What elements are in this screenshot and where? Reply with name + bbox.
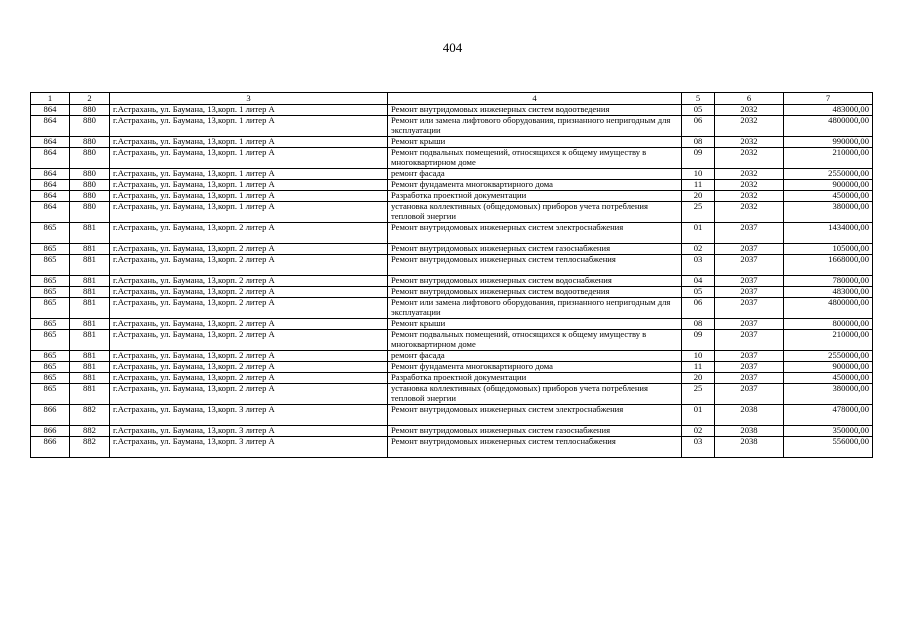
work-code-cell: 10 bbox=[682, 351, 715, 362]
cost-cell: 556000,00 bbox=[784, 437, 873, 458]
work-schedule-table bbox=[30, 92, 873, 458]
cost-cell: 4800000,00 bbox=[784, 116, 873, 137]
house-number-cell: 880 bbox=[70, 116, 110, 137]
house-number-cell: 881 bbox=[70, 362, 110, 373]
work-code-cell: 02 bbox=[682, 244, 715, 255]
work-code-cell: 20 bbox=[682, 191, 715, 202]
table-row bbox=[31, 373, 873, 384]
table-row bbox=[31, 137, 873, 148]
row-number-cell: 865 bbox=[31, 287, 70, 298]
year-cell: 2032 bbox=[715, 105, 784, 116]
table-body bbox=[31, 105, 873, 458]
year-cell: 2038 bbox=[715, 405, 784, 426]
house-number-cell: 881 bbox=[70, 319, 110, 330]
cost-cell: 450000,00 bbox=[784, 373, 873, 384]
table-row bbox=[31, 437, 873, 458]
work-type-cell: Ремонт внутридомовых инженерных систем теплоснабжения bbox=[388, 437, 682, 458]
house-number-cell: 880 bbox=[70, 137, 110, 148]
header-cell: 1 bbox=[31, 93, 70, 105]
work-code-cell: 08 bbox=[682, 319, 715, 330]
table-row bbox=[31, 351, 873, 362]
work-type-cell: ремонт фасада bbox=[388, 169, 682, 180]
table-row bbox=[31, 105, 873, 116]
work-code-cell: 01 bbox=[682, 223, 715, 244]
house-number-cell: 881 bbox=[70, 330, 110, 351]
table-row bbox=[31, 169, 873, 180]
work-code-cell: 04 bbox=[682, 276, 715, 287]
house-number-cell: 880 bbox=[70, 169, 110, 180]
work-type-cell: Ремонт или замена лифтового оборудования, признанного непригодным для эксплуатации bbox=[388, 116, 682, 137]
table-row bbox=[31, 362, 873, 373]
cost-cell: 450000,00 bbox=[784, 191, 873, 202]
row-number-cell: 865 bbox=[31, 298, 70, 319]
row-number-cell: 865 bbox=[31, 384, 70, 405]
row-number-cell: 865 bbox=[31, 330, 70, 351]
work-type-cell: ремонт фасада bbox=[388, 351, 682, 362]
table-row bbox=[31, 319, 873, 330]
address-cell: г.Астрахань, ул. Баумана, 13,корп. 1 литер А bbox=[110, 191, 388, 202]
cost-cell: 105000,00 bbox=[784, 244, 873, 255]
cost-cell: 800000,00 bbox=[784, 319, 873, 330]
row-number-cell: 864 bbox=[31, 148, 70, 169]
row-number-cell: 866 bbox=[31, 405, 70, 426]
work-code-cell: 09 bbox=[682, 330, 715, 351]
work-type-cell: Ремонт крыши bbox=[388, 319, 682, 330]
year-cell: 2032 bbox=[715, 169, 784, 180]
year-cell: 2032 bbox=[715, 191, 784, 202]
house-number-cell: 881 bbox=[70, 255, 110, 276]
work-code-cell: 10 bbox=[682, 169, 715, 180]
table-row bbox=[31, 384, 873, 405]
year-cell: 2038 bbox=[715, 426, 784, 437]
year-cell: 2037 bbox=[715, 276, 784, 287]
cost-cell: 990000,00 bbox=[784, 137, 873, 148]
work-code-cell: 08 bbox=[682, 137, 715, 148]
table-row bbox=[31, 202, 873, 223]
row-number-cell: 864 bbox=[31, 202, 70, 223]
address-cell: г.Астрахань, ул. Баумана, 13,корп. 1 литер А bbox=[110, 116, 388, 137]
header-cell: 7 bbox=[784, 93, 873, 105]
house-number-cell: 881 bbox=[70, 373, 110, 384]
year-cell: 2037 bbox=[715, 319, 784, 330]
house-number-cell: 881 bbox=[70, 244, 110, 255]
work-type-cell: Ремонт внутридомовых инженерных систем газоснабжения bbox=[388, 426, 682, 437]
row-number-cell: 864 bbox=[31, 137, 70, 148]
address-cell: г.Астрахань, ул. Баумана, 13,корп. 2 литер А bbox=[110, 362, 388, 373]
work-type-cell: Ремонт внутридомовых инженерных систем газоснабжения bbox=[388, 244, 682, 255]
row-number-cell: 865 bbox=[31, 319, 70, 330]
year-cell: 2037 bbox=[715, 298, 784, 319]
address-cell: г.Астрахань, ул. Баумана, 13,корп. 2 литер А bbox=[110, 319, 388, 330]
address-cell: г.Астрахань, ул. Баумана, 13,корп. 2 литер А bbox=[110, 351, 388, 362]
cost-cell: 900000,00 bbox=[784, 180, 873, 191]
year-cell: 2037 bbox=[715, 255, 784, 276]
cost-cell: 210000,00 bbox=[784, 148, 873, 169]
house-number-cell: 881 bbox=[70, 276, 110, 287]
cost-cell: 780000,00 bbox=[784, 276, 873, 287]
work-code-cell: 06 bbox=[682, 116, 715, 137]
cost-cell: 1434000,00 bbox=[784, 223, 873, 244]
house-number-cell: 881 bbox=[70, 287, 110, 298]
work-type-cell: Ремонт внутридомовых инженерных систем водоотведения bbox=[388, 105, 682, 116]
address-cell: г.Астрахань, ул. Баумана, 13,корп. 1 литер А bbox=[110, 148, 388, 169]
row-number-cell: 864 bbox=[31, 191, 70, 202]
year-cell: 2032 bbox=[715, 137, 784, 148]
table-row bbox=[31, 287, 873, 298]
address-cell: г.Астрахань, ул. Баумана, 13,корп. 2 литер А bbox=[110, 384, 388, 405]
cost-cell: 478000,00 bbox=[784, 405, 873, 426]
row-number-cell: 865 bbox=[31, 351, 70, 362]
table-row bbox=[31, 244, 873, 255]
row-number-cell: 864 bbox=[31, 169, 70, 180]
address-cell: г.Астрахань, ул. Баумана, 13,корп. 2 литер А bbox=[110, 255, 388, 276]
address-cell: г.Астрахань, ул. Баумана, 13,корп. 1 литер А bbox=[110, 169, 388, 180]
cost-cell: 380000,00 bbox=[784, 202, 873, 223]
work-type-cell: Ремонт внутридомовых инженерных систем электроснабжения bbox=[388, 223, 682, 244]
table-row bbox=[31, 223, 873, 244]
header-row bbox=[31, 93, 873, 105]
work-type-cell: Ремонт внутридомовых инженерных систем электроснабжения bbox=[388, 405, 682, 426]
year-cell: 2038 bbox=[715, 437, 784, 458]
house-number-cell: 881 bbox=[70, 298, 110, 319]
house-number-cell: 880 bbox=[70, 191, 110, 202]
work-type-cell: Разработка проектной документации bbox=[388, 373, 682, 384]
year-cell: 2032 bbox=[715, 148, 784, 169]
house-number-cell: 880 bbox=[70, 202, 110, 223]
work-type-cell: Ремонт или замена лифтового оборудования, признанного непригодным для эксплуатации bbox=[388, 298, 682, 319]
house-number-cell: 880 bbox=[70, 148, 110, 169]
year-cell: 2037 bbox=[715, 351, 784, 362]
work-code-cell: 02 bbox=[682, 426, 715, 437]
cost-cell: 2550000,00 bbox=[784, 169, 873, 180]
work-code-cell: 05 bbox=[682, 105, 715, 116]
address-cell: г.Астрахань, ул. Баумана, 13,корп. 1 литер А bbox=[110, 202, 388, 223]
row-number-cell: 864 bbox=[31, 180, 70, 191]
work-code-cell: 06 bbox=[682, 298, 715, 319]
house-number-cell: 880 bbox=[70, 105, 110, 116]
work-code-cell: 11 bbox=[682, 362, 715, 373]
header-cell: 5 bbox=[682, 93, 715, 105]
work-type-cell: Ремонт фундамента многоквартирного дома bbox=[388, 180, 682, 191]
header-cell: 4 bbox=[388, 93, 682, 105]
cost-cell: 4800000,00 bbox=[784, 298, 873, 319]
year-cell: 2037 bbox=[715, 244, 784, 255]
cost-cell: 900000,00 bbox=[784, 362, 873, 373]
cost-cell: 2550000,00 bbox=[784, 351, 873, 362]
address-cell: г.Астрахань, ул. Баумана, 13,корп. 2 литер А bbox=[110, 298, 388, 319]
table-row bbox=[31, 255, 873, 276]
table-row bbox=[31, 148, 873, 169]
page-number: 404 bbox=[442, 40, 463, 55]
house-number-cell: 882 bbox=[70, 426, 110, 437]
cost-cell: 483000,00 bbox=[784, 105, 873, 116]
work-type-cell: установка коллективных (общедомовых) приборов учета потребления тепловой энергии bbox=[388, 384, 682, 405]
work-code-cell: 25 bbox=[682, 202, 715, 223]
house-number-cell: 881 bbox=[70, 351, 110, 362]
work-type-cell: Ремонт подвальных помещений, относящихся к общему имуществу в многоквартирном доме bbox=[388, 330, 682, 351]
row-number-cell: 864 bbox=[31, 105, 70, 116]
row-number-cell: 866 bbox=[31, 437, 70, 458]
row-number-cell: 865 bbox=[31, 276, 70, 287]
work-type-cell: Ремонт крыши bbox=[388, 137, 682, 148]
row-number-cell: 865 bbox=[31, 362, 70, 373]
table-row bbox=[31, 116, 873, 137]
year-cell: 2037 bbox=[715, 223, 784, 244]
year-cell: 2037 bbox=[715, 330, 784, 351]
work-code-cell: 03 bbox=[682, 255, 715, 276]
work-type-cell: Разработка проектной документации bbox=[388, 191, 682, 202]
year-cell: 2032 bbox=[715, 116, 784, 137]
row-number-cell: 865 bbox=[31, 244, 70, 255]
work-code-cell: 05 bbox=[682, 287, 715, 298]
table-row bbox=[31, 298, 873, 319]
house-number-cell: 881 bbox=[70, 223, 110, 244]
table-row bbox=[31, 405, 873, 426]
cost-cell: 1668000,00 bbox=[784, 255, 873, 276]
work-type-cell: Ремонт внутридомовых инженерных систем водоотведения bbox=[388, 287, 682, 298]
address-cell: г.Астрахань, ул. Баумана, 13,корп. 2 литер А bbox=[110, 223, 388, 244]
header-cell: 2 bbox=[70, 93, 110, 105]
row-number-cell: 865 bbox=[31, 373, 70, 384]
year-cell: 2037 bbox=[715, 287, 784, 298]
address-cell: г.Астрахань, ул. Баумана, 13,корп. 1 литер А bbox=[110, 137, 388, 148]
year-cell: 2032 bbox=[715, 180, 784, 191]
work-code-cell: 01 bbox=[682, 405, 715, 426]
year-cell: 2032 bbox=[715, 202, 784, 223]
address-cell: г.Астрахань, ул. Баумана, 13,корп. 2 литер А bbox=[110, 287, 388, 298]
address-cell: г.Астрахань, ул. Баумана, 13,корп. 2 литер А bbox=[110, 373, 388, 384]
work-code-cell: 03 bbox=[682, 437, 715, 458]
work-type-cell: Ремонт внутридомовых инженерных систем теплоснабжения bbox=[388, 255, 682, 276]
address-cell: г.Астрахань, ул. Баумана, 13,корп. 2 литер А bbox=[110, 244, 388, 255]
house-number-cell: 882 bbox=[70, 437, 110, 458]
year-cell: 2037 bbox=[715, 373, 784, 384]
house-number-cell: 882 bbox=[70, 405, 110, 426]
house-number-cell: 880 bbox=[70, 180, 110, 191]
table-row bbox=[31, 426, 873, 437]
row-number-cell: 865 bbox=[31, 255, 70, 276]
table-row bbox=[31, 191, 873, 202]
address-cell: г.Астрахань, ул. Баумана, 13,корп. 1 литер А bbox=[110, 105, 388, 116]
work-type-cell: Ремонт фундамента многоквартирного дома bbox=[388, 362, 682, 373]
row-number-cell: 865 bbox=[31, 223, 70, 244]
row-number-cell: 864 bbox=[31, 116, 70, 137]
work-type-cell: установка коллективных (общедомовых) приборов учета потребления тепловой энергии bbox=[388, 202, 682, 223]
work-type-cell: Ремонт внутридомовых инженерных систем водоснабжения bbox=[388, 276, 682, 287]
row-number-cell: 866 bbox=[31, 426, 70, 437]
work-code-cell: 09 bbox=[682, 148, 715, 169]
address-cell: г.Астрахань, ул. Баумана, 13,корп. 3 литер А bbox=[110, 437, 388, 458]
work-code-cell: 25 bbox=[682, 384, 715, 405]
cost-cell: 483000,00 bbox=[784, 287, 873, 298]
address-cell: г.Астрахань, ул. Баумана, 13,корп. 3 литер А bbox=[110, 405, 388, 426]
header-cell: 3 bbox=[110, 93, 388, 105]
table-row bbox=[31, 276, 873, 287]
cost-cell: 210000,00 bbox=[784, 330, 873, 351]
work-code-cell: 20 bbox=[682, 373, 715, 384]
house-number-cell: 881 bbox=[70, 384, 110, 405]
header-cell: 6 bbox=[715, 93, 784, 105]
address-cell: г.Астрахань, ул. Баумана, 13,корп. 3 литер А bbox=[110, 426, 388, 437]
work-type-cell: Ремонт подвальных помещений, относящихся к общему имуществу в многоквартирном доме bbox=[388, 148, 682, 169]
year-cell: 2037 bbox=[715, 362, 784, 373]
year-cell: 2037 bbox=[715, 384, 784, 405]
table-row bbox=[31, 330, 873, 351]
address-cell: г.Астрахань, ул. Баумана, 13,корп. 1 литер А bbox=[110, 180, 388, 191]
address-cell: г.Астрахань, ул. Баумана, 13,корп. 2 литер А bbox=[110, 276, 388, 287]
work-code-cell: 11 bbox=[682, 180, 715, 191]
cost-cell: 350000,00 bbox=[784, 426, 873, 437]
cost-cell: 380000,00 bbox=[784, 384, 873, 405]
address-cell: г.Астрахань, ул. Баумана, 13,корп. 2 литер А bbox=[110, 330, 388, 351]
table-row bbox=[31, 180, 873, 191]
